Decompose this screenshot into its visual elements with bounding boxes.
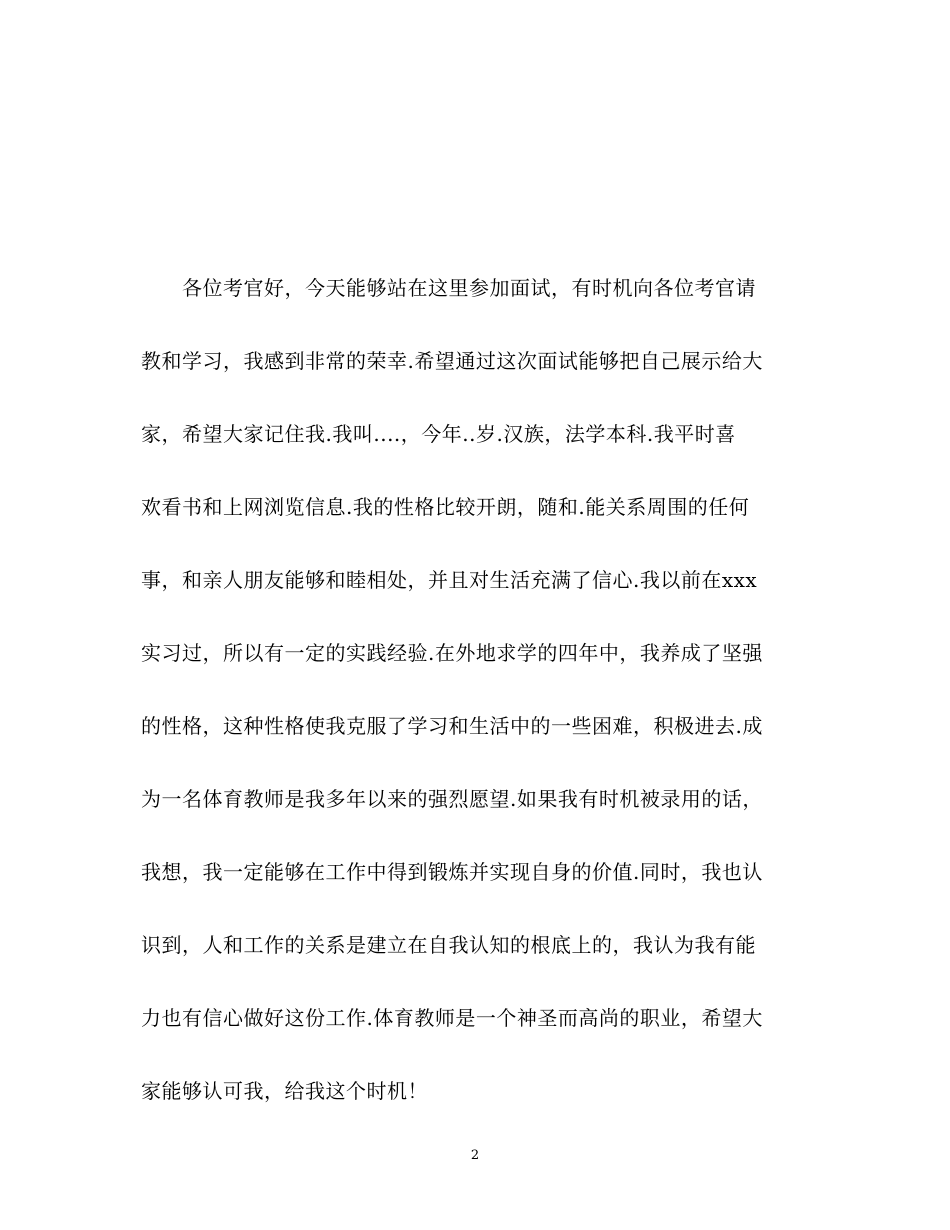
paragraph-line: 教和学习，我感到非常的荣幸.希望通过这次面试能够把自己展示给大 [141,349,763,373]
paragraph-line: 识到，人和工作的关系是建立在自我认知的根底上的，我认为我有能 [141,933,756,957]
paragraph-line: 为一名体育教师是我多年以来的强烈愿望.如果我有时机被录用的话， [141,787,763,811]
paragraph-line: 家能够认可我，给我这个时机！ [141,1079,428,1103]
paragraph-line: 我想，我一定能够在工作中得到锻炼并实现自身的价值.同时，我也认 [141,860,763,884]
paragraph-line: 的性格，这种性格使我克服了学习和生活中的一些困难，积极进去.成 [141,714,763,738]
paragraph-line: 实习过，所以有一定的实践经验.在外地求学的四年中，我养成了坚强 [141,641,763,665]
paragraph-line: 事，和亲人朋友能够和睦相处，并且对生活充满了信心.我以前在xxx [141,568,758,592]
body-paragraph [141,270,811,1146]
paragraph-line: 各位考官好，今天能够站在这里参加面试，有时机向各位考官请 [182,276,756,300]
paragraph-line: 欢看书和上网浏览信息.我的性格比较开朗，随和.能关系周围的任何 [141,495,750,519]
paragraph-line: 家，希望大家记住我.我叫....，今年..岁.汉族，法学本科.我平时喜 [141,422,736,446]
page-number: 2 [470,1148,480,1163]
paragraph-line: 力也有信心做好这份工作.体育教师是一个神圣而高尚的职业，希望大 [141,1006,763,1030]
